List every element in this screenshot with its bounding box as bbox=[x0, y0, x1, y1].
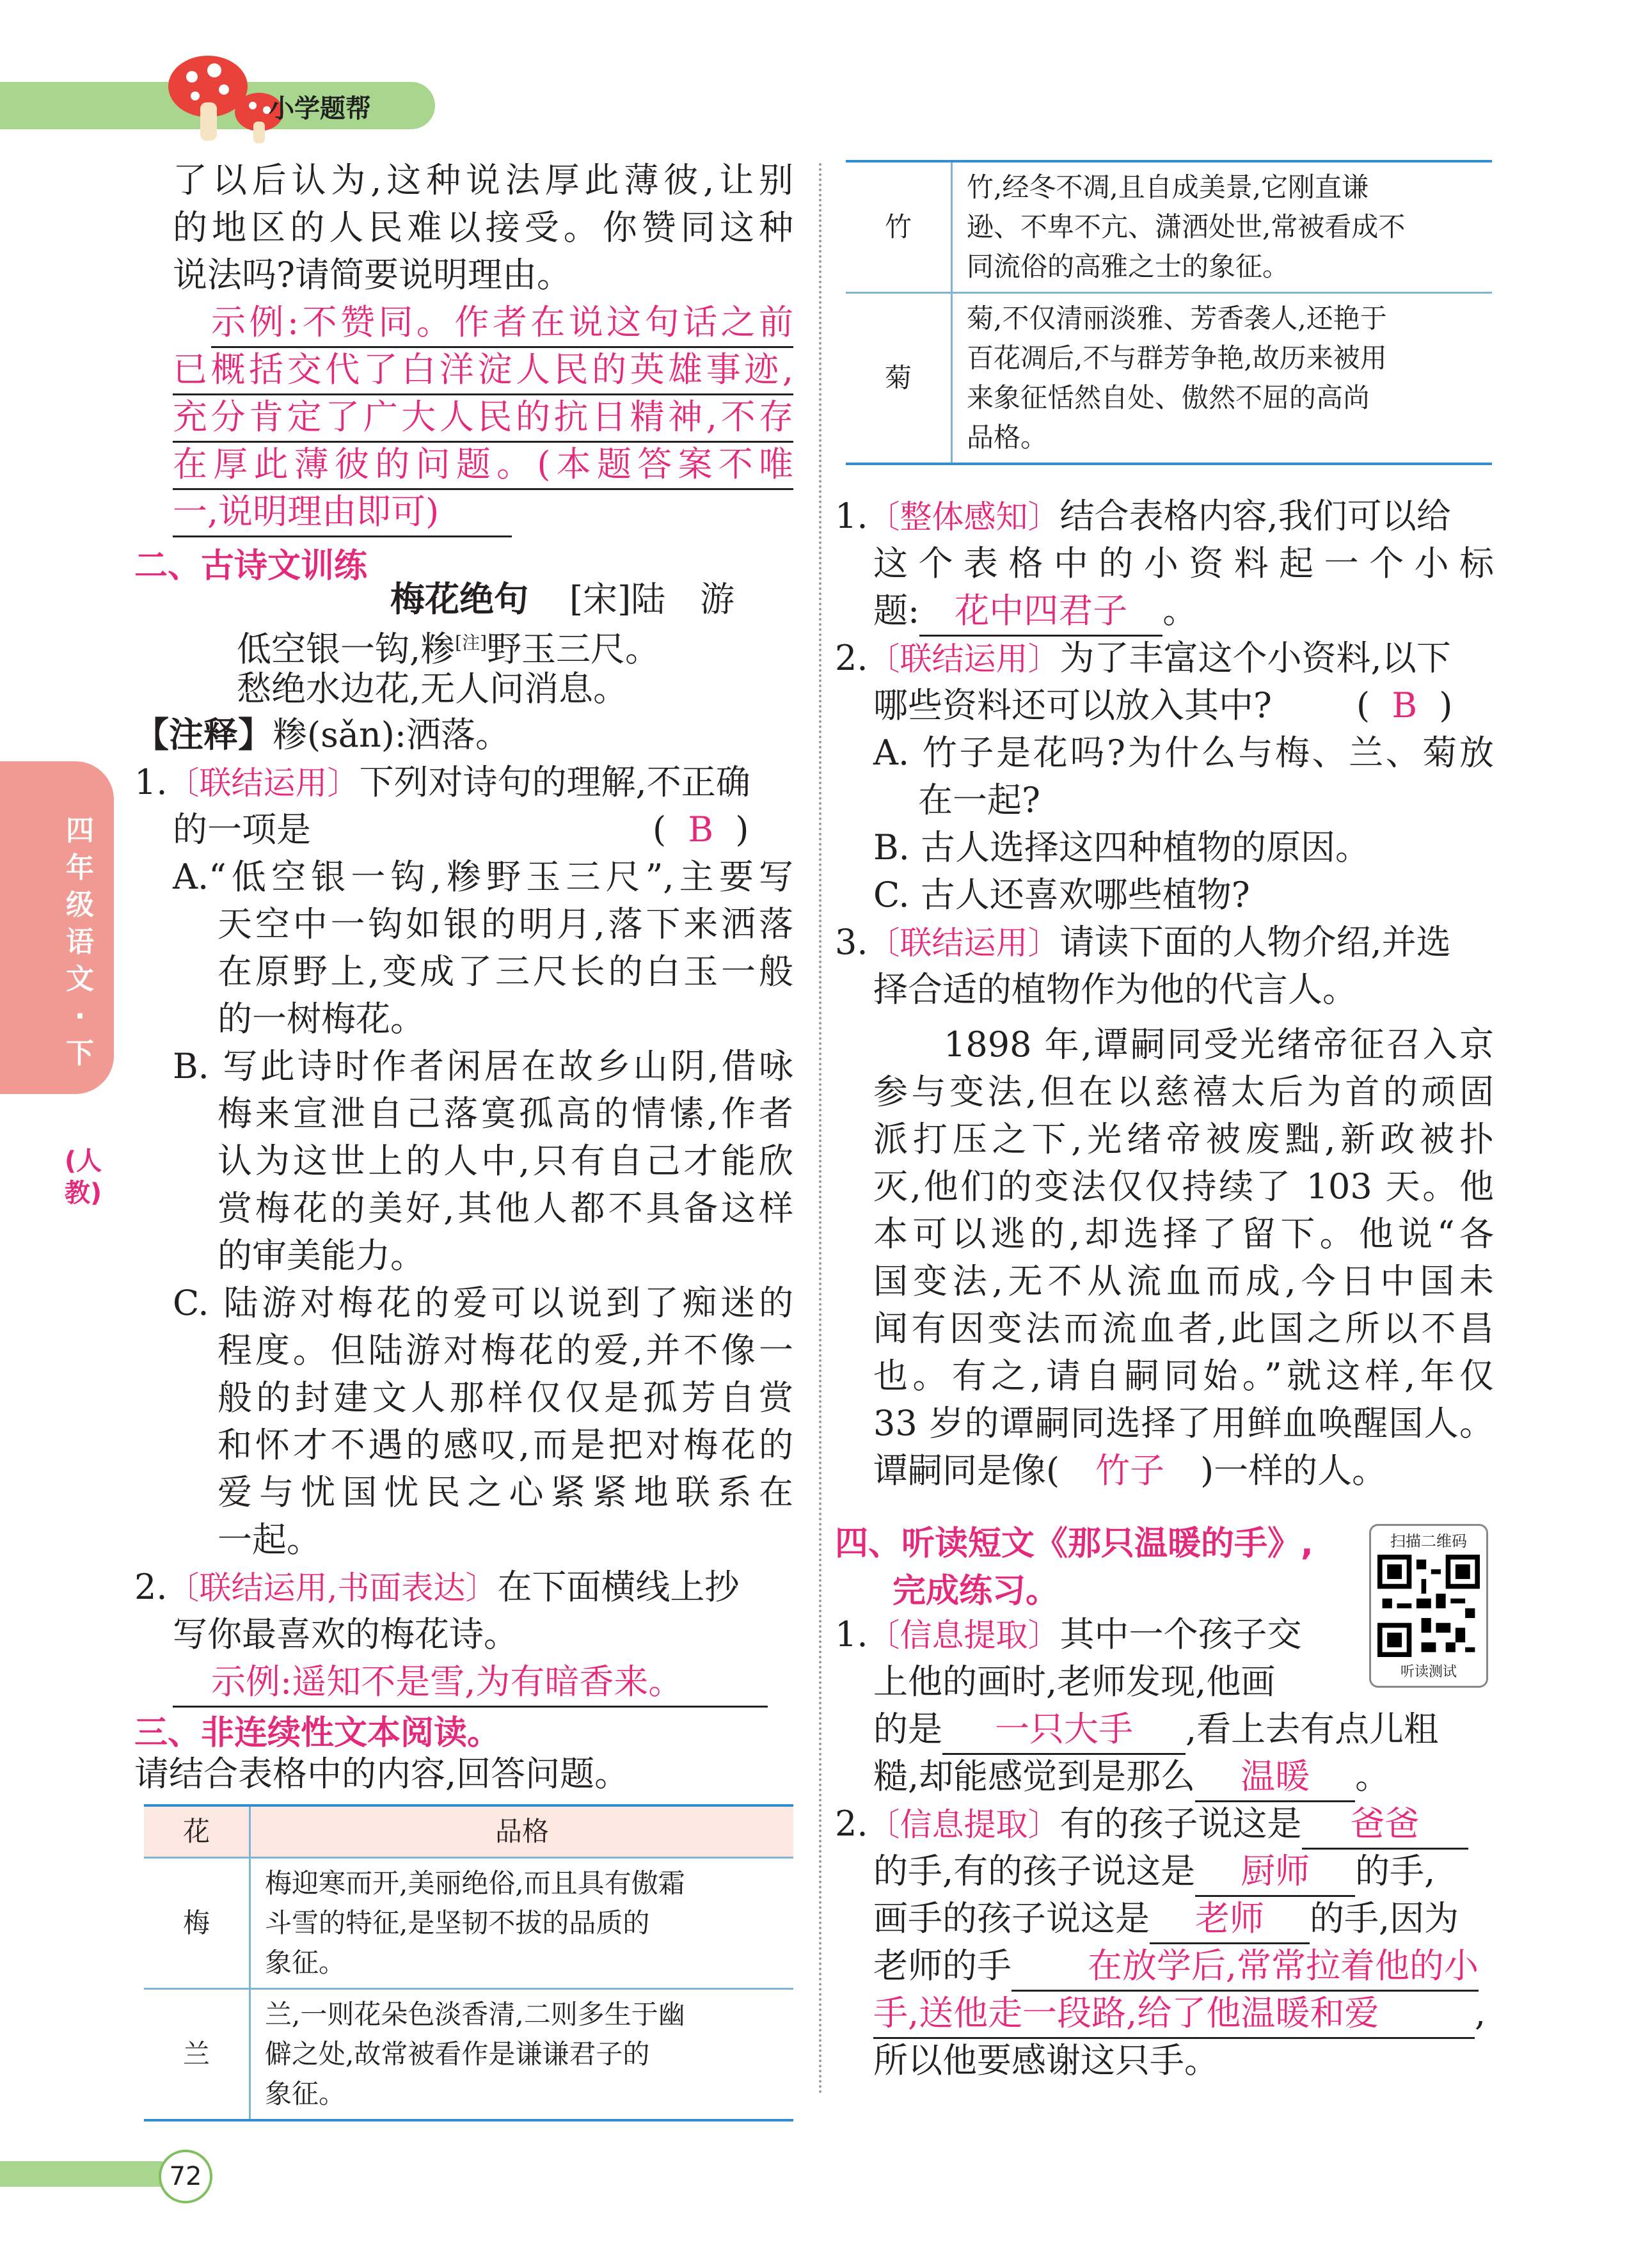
intro-answer-line: 示例:不赞同。作者在说这句话之前 bbox=[211, 299, 793, 348]
question-number: 2. bbox=[134, 1567, 168, 1607]
s2-answer-3: 老师 bbox=[1150, 1895, 1310, 1944]
option-a: 在一起? bbox=[918, 780, 1040, 820]
poem-line-part: 低空银一钩,糁 bbox=[237, 629, 456, 669]
table-row bbox=[144, 1858, 793, 1989]
poem-line-part: 野玉三尺。 bbox=[487, 629, 660, 669]
question-text-part: )一样的人。 bbox=[1200, 1450, 1387, 1491]
virtue-line: 兰,一则花朵色淡香清,二则多生于幽 bbox=[265, 1999, 685, 2030]
virtue-line: 梅迎寒而开,美丽绝俗,而且具有傲霜 bbox=[265, 1868, 685, 1899]
intro-line: 了以后认为,这种说法厚此薄彼,让别 bbox=[173, 160, 793, 200]
question-text: 写你最喜欢的梅花诗。 bbox=[173, 1614, 518, 1654]
question-text: 这个表格中的小资料起一个小标 bbox=[873, 543, 1494, 583]
option-c: 般的封建文人那样仅仅是孤芳自赏 bbox=[218, 1377, 793, 1418]
note-marker: [注] bbox=[455, 632, 488, 653]
passage-line: 1898 年,谭嗣同受光绪帝征召入京 bbox=[944, 1024, 1494, 1065]
question-text-part: 画手的孩子说这是 bbox=[873, 1898, 1150, 1939]
section4-title: 四、听读短文《那只温暖的手》, bbox=[835, 1525, 1313, 1563]
intro-answer-line: 一,说明理由即可) bbox=[173, 488, 512, 537]
question-text-part: 的是 bbox=[873, 1709, 942, 1749]
question-text-part: 题: bbox=[873, 591, 920, 631]
option-c: C. 陆游对梅花的爱可以说到了痴迷的 bbox=[173, 1283, 793, 1323]
section4-title: 完成练习。 bbox=[892, 1572, 1059, 1610]
question-tag: 〔联结运用〕 bbox=[868, 924, 1060, 962]
qr-footer: 听读测试 bbox=[1400, 1664, 1457, 1680]
question-text: 的一项是 bbox=[173, 809, 311, 850]
question-tag: 〔信息提取〕 bbox=[868, 1806, 1060, 1843]
passage-line: 灭,他们的变法仅仅持续了 103 天。他 bbox=[873, 1166, 1494, 1207]
question-text-part: , bbox=[1475, 1993, 1486, 2033]
poem-title: 梅花绝句 bbox=[390, 579, 528, 619]
question-text-part: 。 bbox=[1162, 591, 1198, 631]
question-text bbox=[873, 1753, 1390, 1802]
question-number: 1. bbox=[835, 1614, 868, 1654]
question-text bbox=[873, 587, 1197, 637]
page-number: 72 bbox=[159, 2150, 212, 2203]
question-text-part: 老师的手 bbox=[873, 1946, 1011, 1986]
question-tag: 〔整体感知〕 bbox=[868, 498, 1060, 535]
option-a: 天空中一钩如银的明月,落下来洒落 bbox=[218, 904, 793, 944]
question-r1 bbox=[835, 493, 1451, 541]
question-text-part: 谭嗣同是像( bbox=[873, 1450, 1060, 1491]
table-row bbox=[846, 161, 1492, 293]
s2-answer-1: 爸爸 bbox=[1302, 1800, 1468, 1850]
virtue-line: 来象征恬然自处、傲然不屈的高尚 bbox=[967, 382, 1370, 413]
section3-intro: 请结合表格中的内容,回答问题。 bbox=[134, 1754, 630, 1794]
poem-line: 愁绝水边花,无人问消息。 bbox=[237, 669, 628, 709]
question-text-part: 糙,却能感觉到是那么 bbox=[873, 1756, 1196, 1796]
flower-cell: 兰 bbox=[144, 1989, 250, 2121]
q2-answer: 示例:遥知不是雪,为有暗香来。 bbox=[173, 1658, 768, 1708]
question-text bbox=[873, 1942, 1479, 1992]
question-text: 请读下面的人物介绍,并选 bbox=[1059, 922, 1451, 962]
r3-answer: 竹子 bbox=[1095, 1450, 1165, 1491]
question-r3 bbox=[835, 919, 1451, 967]
question-text bbox=[873, 1848, 1435, 1897]
question-text: 为了丰富这个小资料,以下 bbox=[1059, 638, 1451, 678]
passage-line: 派打压之下,光绪帝被废黜,新政被扑 bbox=[873, 1119, 1494, 1159]
question-text-part: 的手,因为 bbox=[1310, 1898, 1459, 1939]
s1-answer-1: 一只大手 bbox=[942, 1706, 1186, 1755]
virtues-table-left bbox=[144, 1804, 793, 2121]
question-tag: 〔信息提取〕 bbox=[868, 1617, 1060, 1654]
passage-line: 闻有因变法而流血者,此国之所以不昌 bbox=[873, 1308, 1494, 1349]
question-number: 3. bbox=[835, 922, 868, 962]
question-text: 上他的画时,老师发现,他画 bbox=[873, 1661, 1276, 1702]
option-c: 一起。 bbox=[218, 1519, 321, 1560]
section3-title: 三、非连续性文本阅读。 bbox=[134, 1714, 501, 1752]
question-number: 1. bbox=[835, 496, 868, 536]
intro-answer-line: 已概括交代了白洋淀人民的英雄事迹, bbox=[173, 346, 793, 395]
virtue-line: 品格。 bbox=[967, 422, 1048, 453]
question-s1 bbox=[835, 1611, 1302, 1659]
r1-answer: 花中四君子 bbox=[919, 587, 1162, 637]
side-grade-label: 四年级语文·下 bbox=[66, 814, 94, 1070]
virtue-line: 菊,不仅清丽淡雅、芳香袭人,还艳于 bbox=[967, 303, 1387, 334]
s2-answer-4: 在放学后,常常拉着他的小 bbox=[1011, 1942, 1479, 1992]
s2-answer-4: 手,送他走一段路,给了他温暖和爱 bbox=[873, 1990, 1475, 2039]
flower-cell: 梅 bbox=[144, 1858, 250, 1989]
option-a: A. 竹子是花吗?为什么与梅、兰、菊放 bbox=[873, 733, 1494, 773]
option-b: B. 写此诗时作者闲居在故乡山阴,借咏 bbox=[173, 1046, 793, 1086]
qr-code-icon bbox=[1377, 1555, 1480, 1657]
passage-line: 33 岁的谭嗣同选择了用鲜血唤醒国人。 bbox=[873, 1403, 1494, 1443]
column-divider bbox=[819, 163, 821, 2095]
option-c: 程度。但陆游对梅花的爱,并不像一 bbox=[218, 1330, 793, 1370]
virtues-table-right bbox=[846, 160, 1492, 465]
question-1 bbox=[134, 759, 750, 807]
question-text: 结合表格内容,我们可以给 bbox=[1059, 496, 1451, 536]
intro-line: 的地区的人民难以接受。你赞同这种 bbox=[173, 207, 793, 248]
question-text: 哪些资料还可以放入其中? bbox=[873, 685, 1272, 726]
flower-cell: 竹 bbox=[846, 161, 952, 293]
option-a: A.“低空银一钩,糁野玉三尺”,主要写 bbox=[173, 857, 793, 897]
question-text: 在下面横线上抄 bbox=[497, 1567, 740, 1607]
question-text-part: 的手,有的孩子说这是 bbox=[873, 1851, 1196, 1891]
intro-answer-line: 充分肯定了广大人民的抗日精神,不存 bbox=[173, 393, 793, 443]
intro-line: 说法吗?请简要说明理由。 bbox=[173, 255, 571, 295]
question-tag: 〔联结运用〕 bbox=[167, 765, 360, 802]
question-text bbox=[873, 1990, 1486, 2039]
poem-author: [宋]陆 游 bbox=[569, 579, 735, 619]
virtue-line: 象征。 bbox=[265, 2078, 346, 2109]
s2-answer-2: 厨师 bbox=[1195, 1848, 1355, 1897]
r2-answer: B bbox=[1392, 685, 1418, 726]
virtue-cell bbox=[952, 161, 1493, 293]
virtue-line: 竹,经冬不凋,且自成美景,它刚直谦 bbox=[967, 171, 1369, 203]
table-header-cell: 花 bbox=[144, 1805, 250, 1858]
option-b: 认为这世上的人中,只有自己才能欣 bbox=[218, 1141, 793, 1181]
option-b: B. 古人选择这四种植物的原因。 bbox=[873, 827, 1370, 868]
virtue-cell bbox=[952, 293, 1493, 464]
side-edition-label: (人教) bbox=[64, 1146, 102, 1208]
option-c: 和怀才不遇的感叹,而是把对梅花的 bbox=[218, 1425, 793, 1465]
question-text: 下列对诗句的理解,不正确 bbox=[359, 762, 750, 802]
table-header-row bbox=[144, 1805, 793, 1858]
s1-answer-2: 温暖 bbox=[1195, 1753, 1355, 1802]
question-s2 bbox=[835, 1800, 1468, 1850]
question-text: 有的孩子说这是 bbox=[1059, 1804, 1302, 1844]
virtue-cell bbox=[250, 1989, 794, 2121]
intro-answer-line: 在厚此薄彼的问题。(本题答案不唯 bbox=[173, 441, 793, 490]
table-header-cell: 品格 bbox=[250, 1805, 794, 1858]
header-title: 小学题帮 bbox=[269, 94, 371, 123]
option-b: 的审美能力。 bbox=[218, 1235, 425, 1276]
question-text bbox=[873, 1447, 1386, 1495]
option-b: 赏梅花的美好,其他人都不具备这样 bbox=[218, 1188, 793, 1228]
option-a: 的一树梅花。 bbox=[218, 999, 425, 1039]
table-row bbox=[846, 293, 1492, 464]
question-text-part: ,看上去有点儿粗 bbox=[1186, 1709, 1439, 1749]
flower-cell: 菊 bbox=[846, 293, 952, 464]
virtue-line: 百花凋后,不与群芳争艳,故历来被用 bbox=[967, 342, 1387, 374]
annotation bbox=[134, 711, 510, 759]
question-text-part: 。 bbox=[1355, 1756, 1390, 1796]
question-r2 bbox=[835, 635, 1451, 683]
passage-line: 参与变法,但在以慈禧太后为首的顽固 bbox=[873, 1072, 1494, 1112]
question-tag: 〔联结运用〕 bbox=[868, 640, 1060, 678]
section2-title: 二、古诗文训练 bbox=[134, 547, 368, 585]
virtue-line: 斗雪的特征,是坚韧不拔的品质的 bbox=[265, 1907, 650, 1939]
option-c: 爱与忧国忧民之心紧紧地联系在 bbox=[218, 1472, 793, 1512]
answer-bracket: ( B ) bbox=[653, 809, 749, 850]
question-number: 2. bbox=[835, 638, 868, 678]
qr-title: 扫描二维码 bbox=[1390, 1532, 1467, 1550]
question-tag: 〔联结运用,书面表达〕 bbox=[167, 1569, 498, 1606]
table-row bbox=[144, 1989, 793, 2121]
question-2 bbox=[134, 1564, 739, 1612]
virtue-cell bbox=[250, 1858, 794, 1989]
passage-line: 也。有之,请自嗣同始。”就这样,年仅 bbox=[873, 1356, 1494, 1396]
option-b: 梅来宣泄自己落寞孤高的情愫,作者 bbox=[218, 1093, 793, 1134]
question-text bbox=[873, 1706, 1438, 1755]
question-text: 其中一个孩子交 bbox=[1059, 1614, 1302, 1654]
question-text bbox=[873, 1895, 1459, 1944]
virtue-line: 逊、不卑不亢、潇洒处世,常被看成不 bbox=[967, 211, 1406, 242]
virtue-line: 同流俗的高雅之士的象征。 bbox=[967, 251, 1290, 282]
virtue-line: 象征。 bbox=[265, 1947, 346, 1978]
q1-answer: B bbox=[688, 809, 714, 850]
option-c: C. 古人还喜欢哪些植物? bbox=[873, 875, 1250, 915]
question-text: 择合适的植物作为他的代言人。 bbox=[873, 969, 1357, 1010]
footer-bar bbox=[0, 2161, 173, 2187]
question-text-part: 的手, bbox=[1355, 1851, 1436, 1891]
qr-code-card[interactable] bbox=[1369, 1524, 1488, 1688]
question-text: 所以他要感谢这只手。 bbox=[873, 2040, 1219, 2081]
annotation-label: 【注释】 bbox=[134, 715, 273, 755]
question-number: 2. bbox=[835, 1804, 868, 1844]
annotation-text: 糁(sǎn):洒落。 bbox=[273, 715, 511, 755]
question-number: 1. bbox=[134, 762, 168, 802]
option-a: 在原野上,变成了三尺长的白玉一般 bbox=[218, 951, 793, 992]
passage-line: 本可以逃的,却选择了留下。他说“各 bbox=[873, 1214, 1494, 1254]
virtue-line: 僻之处,故常被看作是谦谦君子的 bbox=[265, 2038, 650, 2070]
passage-line: 国变法,无不从流血而成,今日中国未 bbox=[873, 1261, 1494, 1301]
answer-bracket: ( B ) bbox=[1356, 685, 1453, 726]
